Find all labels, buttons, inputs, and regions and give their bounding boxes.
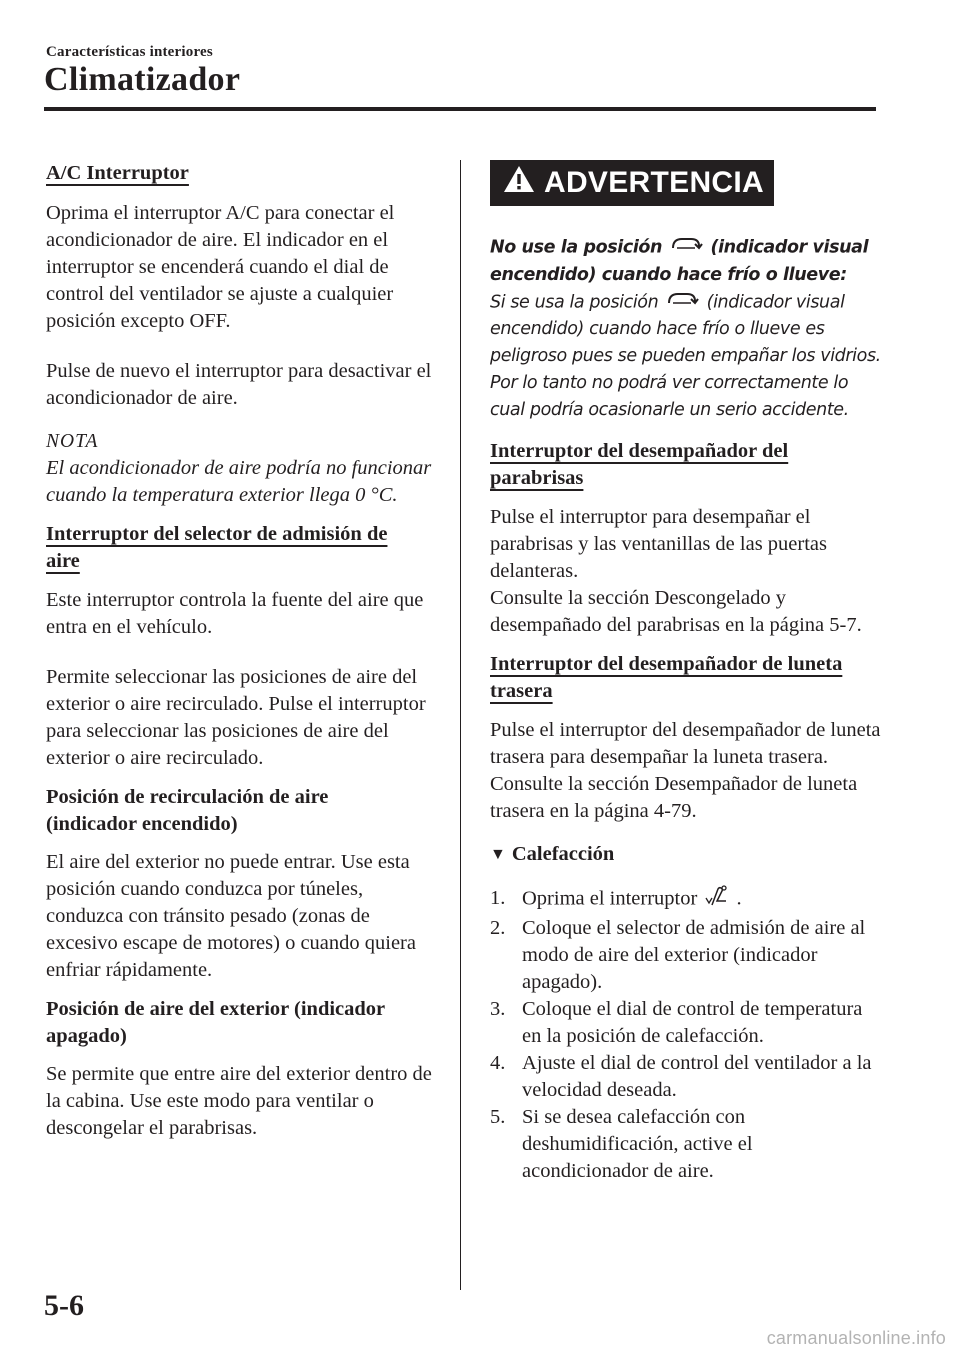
intake-paragraph-1: Este interruptor controla la fuente del aire que entra en el vehículo. [46,589,424,638]
warning-text-a: Si se usa la posición [490,292,659,312]
heating-steps [490,885,882,1185]
triangle-down-icon: ▼ [490,846,506,863]
ac-switch-heading: A/C Interruptor [46,162,189,184]
floor-defroster-icon [704,885,734,915]
rear-paragraph-1: Pulse el interruptor del desempañador de luneta trasera para desempañar la luneta trasera. [490,719,881,768]
title-divider [44,107,876,111]
right-column [490,160,882,1185]
windshield-paragraph-1: Pulse el interruptor para desempañar el parabrisas y las ventanillas de las puertas delanteras. [490,506,827,582]
page-number: 5-6 [44,1289,84,1322]
note-label: NOTA [46,431,99,452]
warning-triangle-icon [502,164,536,202]
warning-badge [490,160,774,206]
windshield-paragraph-2: Consulte la sección Descongelado y desempañado del parabrisas en la página 5-7. [490,587,862,636]
warning-text-b: (indicador visual encendido) cuando hace frío o llueve es peligroso pues se pueden empañar los vidrios. Por lo tanto no podrá ver correctamente lo cual podría ocasionarle un serio accidente. [490,292,881,420]
rear-defroster-heading: Interruptor del desempañador de luneta trasera [490,653,843,702]
ac-paragraph-1: Oprima el interruptor A/C para conectar el acondicionador de aire. El indicador en el interruptor se encenderá cuando el dial de control del ventilador se ajuste a cualquier posición excepto OFF. [46,202,395,332]
watermark: carmanualsonline.info [766,1328,946,1348]
left-column [46,160,440,1142]
recirculation-heading: Posición de recirculación de aire (indicador encendido) [46,786,329,835]
warning-label: ADVERTENCIA [544,166,764,199]
page-title: Climatizador [44,61,241,98]
note-text: El acondicionador de aire podría no funcionar cuando la temperatura exterior llega 0 °C. [46,457,432,506]
warning-body [490,234,882,424]
rear-paragraph-2: Consulte la sección Desempañador de luneta trasera en la página 4-79. [490,773,858,822]
windshield-defroster-heading: Interruptor del desempañador del parabrisas [490,440,789,489]
list-item: 2. Coloque el selector de admisión de aire al modo de aire del exterior (indicador apagado). [490,917,866,993]
air-recirculation-icon [665,289,699,316]
intake-selector-heading: Interruptor del selector de admisión de aire [46,523,388,572]
list-item: 4. Ajuste el dial de control del ventilador a la velocidad deseada. [490,1052,872,1101]
intake-paragraph-2: Permite seleccionar las posiciones de aire del exterior o aire recirculado. Pulse el interruptor para seleccionar las posiciones de aire del exterior o aire recirculado. [46,666,426,769]
ac-paragraph-2: Pulse de nuevo el interruptor para desactivar el acondicionador de aire. [46,360,432,409]
heating-heading: ▼ Calefacción [490,841,882,869]
section-label: Características interiores [46,44,213,60]
outside-air-paragraph: Se permite que entre aire del exterior dentro de la cabina. Use este modo para ventilar o descongelar el parabrisas. [46,1063,432,1139]
warning-bold-text-a: No use la posición [490,237,663,258]
list-item: 5. Si se desea calefacción con deshumidificación, active el acondicionador de aire. [490,1106,753,1182]
column-divider [460,160,461,1290]
list-item: 3. Coloque el dial de control de temperatura en la posición de calefacción. [490,998,863,1047]
outside-air-heading: Posición de aire del exterior (indicador apagado) [46,998,386,1047]
air-recirculation-icon [669,234,703,261]
list-item: 1. Oprima el interruptor . [490,885,882,915]
recirculation-paragraph: El aire del exterior no puede entrar. Use esta posición cuando conduzca por túneles, conduzca con tránsito pesado (zonas de excesivo escape de motores) o cuando quiera enfriar rápidamente. [46,851,416,981]
warning-bold-text-b: (indicador visual encendido) cuando hace frío o llueve: [490,237,869,285]
